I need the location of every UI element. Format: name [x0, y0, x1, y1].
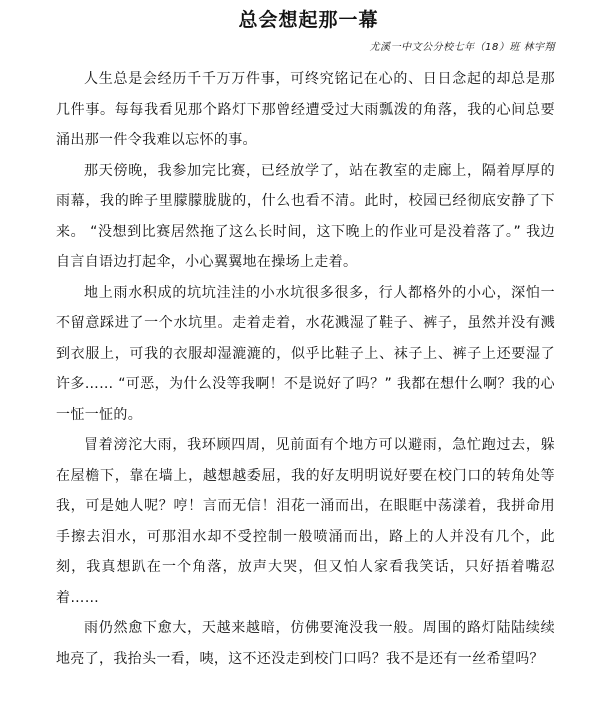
paragraph-3: 地上雨水积成的坑坑洼洼的小水坑很多很多，行人都格外的小心，深怕一不留意踩进了一个水坑里。走着走着，水花溅湿了鞋子、裤子，虽然并没有溅到衣服上，可我的衣服却湿漉漉的，似乎比鞋子上、袜子上、裤子上还要湿了许多…… “可恶，为什么没等我啊！不是说好了吗？” 我都在想什么啊？我的心一怔一怔的。	[56, 284, 555, 423]
document-title: 总会想起那一幕	[238, 9, 379, 31]
paragraph-4: 冒着滂沱大雨，我环顾四周，见前面有个地方可以避雨，急忙跑过去，躲在屋檐下，靠在墙上，越想越委屈，我的好友明明说好要在校门口的转角处等我，可是她人呢？哼！言而无信！泪花一涌而出，在眼眶中荡漾着，我拼命用手擦去泪水，可那泪水却不受控制一般喷涌而出，路上的人并没有几个，此刻，我真想趴在一个角落，放声大哭，但又怕人家看我笑话，只好捂着嘴忍着……	[56, 437, 555, 606]
paragraph-5: 雨仍然愈下愈大，天越来越暗，仿佛要淹没我一般。周围的路灯陆陆续续地亮了，我抬头一看，咦，这不还没走到校门口吗？我不是还有一丝希望吗？	[56, 620, 555, 667]
document-body	[56, 64, 555, 674]
paragraph-2: 那天傍晚，我参加完比赛，已经放学了，站在教室的走廊上，隔着厚厚的雨幕，我的眸子里朦朦胧胧的，什么也看不清。此时，校园已经彻底安静了下来。 “没想到比赛居然拖了这么长时间，这下晚上的作业可是没着落了。” 我边自言自语边打起伞，小心翼翼地在操场上走着。	[56, 162, 555, 270]
paragraph-1: 人生总是会经历千千万万件事，可终究铭记在心的、日日念起的却总是那几件事。每每我看见那个路灯下那曾经遭受过大雨瓢泼的角落，我的心间总要涌出那一件令我难以忘怀的事。	[56, 71, 555, 148]
author-byline: 尤溪一中文公分校七年（18）班 林宇翔	[369, 42, 555, 53]
